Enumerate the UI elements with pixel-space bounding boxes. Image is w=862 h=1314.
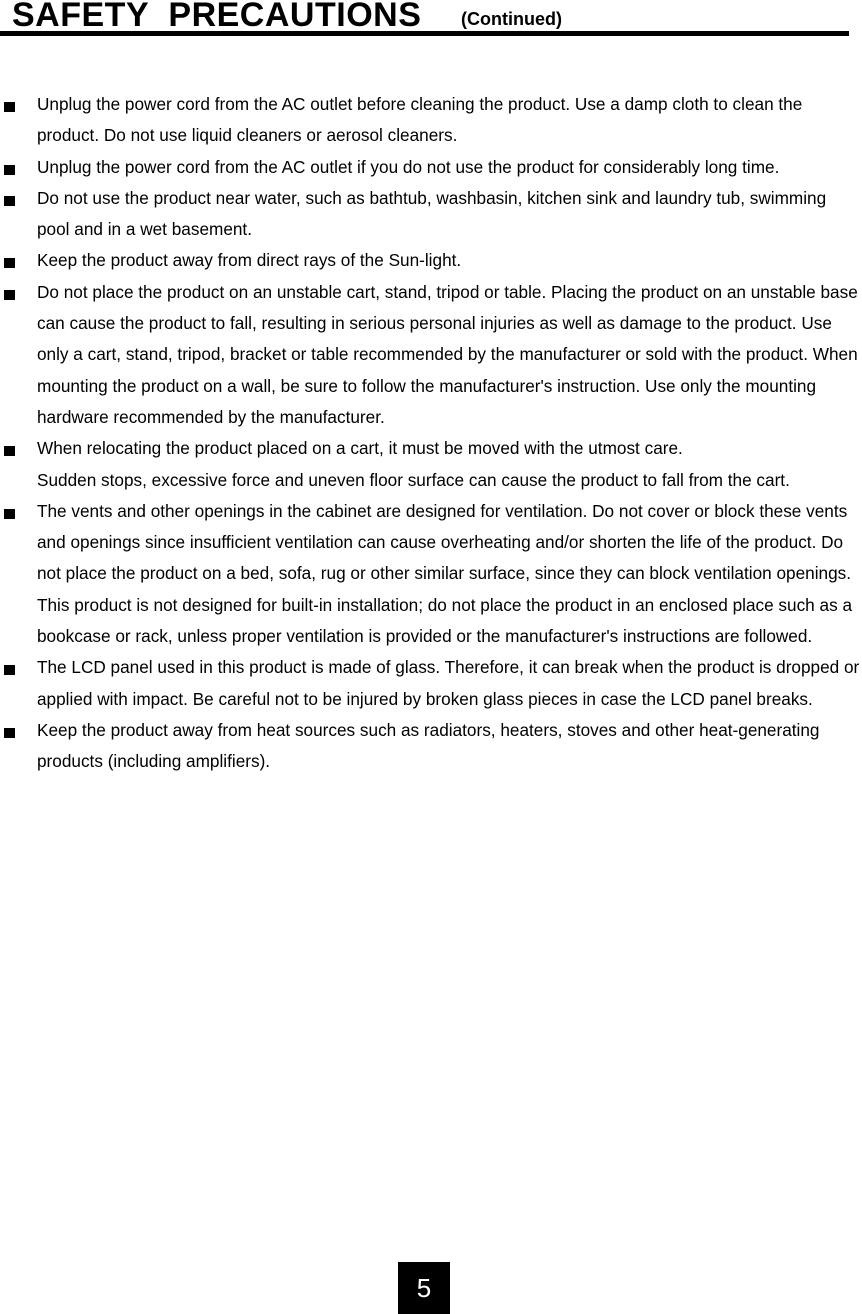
square-bullet-icon — [4, 665, 15, 675]
square-bullet-icon — [4, 446, 15, 456]
list-item-text: Unplug the power cord from the AC outlet if you do not use the product for considerably long time. — [37, 156, 780, 177]
square-bullet-icon — [4, 165, 15, 175]
page-number: 5 — [398, 1262, 450, 1314]
list-item-text: The LCD panel used in this product is made of glass. Therefore, it can break when the product is dropped or applied with impact. Be careful not to be injured by broken glass pieces in case the LCD panel breaks. — [37, 657, 860, 709]
list-item — [0, 652, 862, 715]
square-bullet-icon — [4, 196, 15, 206]
page-title: SAFETY PRECAUTIONS — [12, 0, 422, 34]
page-header — [0, 0, 849, 36]
square-bullet-icon — [4, 728, 15, 738]
list-item — [0, 152, 862, 183]
square-bullet-icon — [4, 258, 15, 268]
list-item-text: Keep the product away from direct rays of the Sun-light. — [37, 250, 462, 271]
square-bullet-icon — [4, 102, 15, 112]
list-item — [0, 496, 862, 652]
list-item-text-continued: Sudden stops, excessive force and uneven floor surface can cause the product to fall from the cart. — [37, 469, 790, 490]
precautions-list — [0, 89, 862, 778]
list-item-text: The vents and other openings in the cabinet are designed for ventilation. Do not cover or block these vents and openings since insufficient ventilation can cause overheating and/or shorten the life of the product. Do not place the product on a bed, sofa, rug or other similar surface, since they can block ventilation openings. This product is not designed for built-in installation; do not place the product in an enclosed place such as a bookcase or rack, unless proper ventilation is provided or the manufacturer's instructions are followed. — [37, 500, 852, 647]
list-item — [0, 245, 862, 276]
list-item-text: Unplug the power cord from the AC outlet before cleaning the product. Use a damp cloth to clean the product. Do not use liquid cleaners or aerosol cleaners. — [37, 94, 803, 146]
list-item-text: Do not place the product on an unstable cart, stand, tripod or table. Placing the product on an unstable base can cause the product to fall, resulting in serious personal injuries as well as damage to the product. Use only a cart, stand, tripod, bracket or table recommended by the manufacturer or sold with the product. When mounting the product on a wall, be sure to follow the manufacturer's instruction. Use only the mounting hardware recommended by the manufacturer. — [37, 281, 858, 427]
list-item-text: Do not use the product near water, such as bathtub, washbasin, kitchen sink and laundry tub, swimming pool and in a wet basement. — [37, 187, 827, 240]
page-subtitle: (Continued) — [461, 9, 562, 29]
list-item — [0, 715, 862, 778]
list-item — [0, 183, 862, 246]
list-item-text: When relocating the product placed on a cart, it must be moved with the utmost care. — [37, 438, 683, 459]
square-bullet-icon — [4, 290, 15, 300]
square-bullet-icon — [4, 509, 15, 519]
list-item — [0, 277, 862, 433]
list-item — [0, 433, 862, 496]
list-item — [0, 89, 862, 152]
list-item-text: Keep the product away from heat sources such as radiators, heaters, stoves and other heat-generating products (including amplifiers). — [37, 719, 820, 772]
